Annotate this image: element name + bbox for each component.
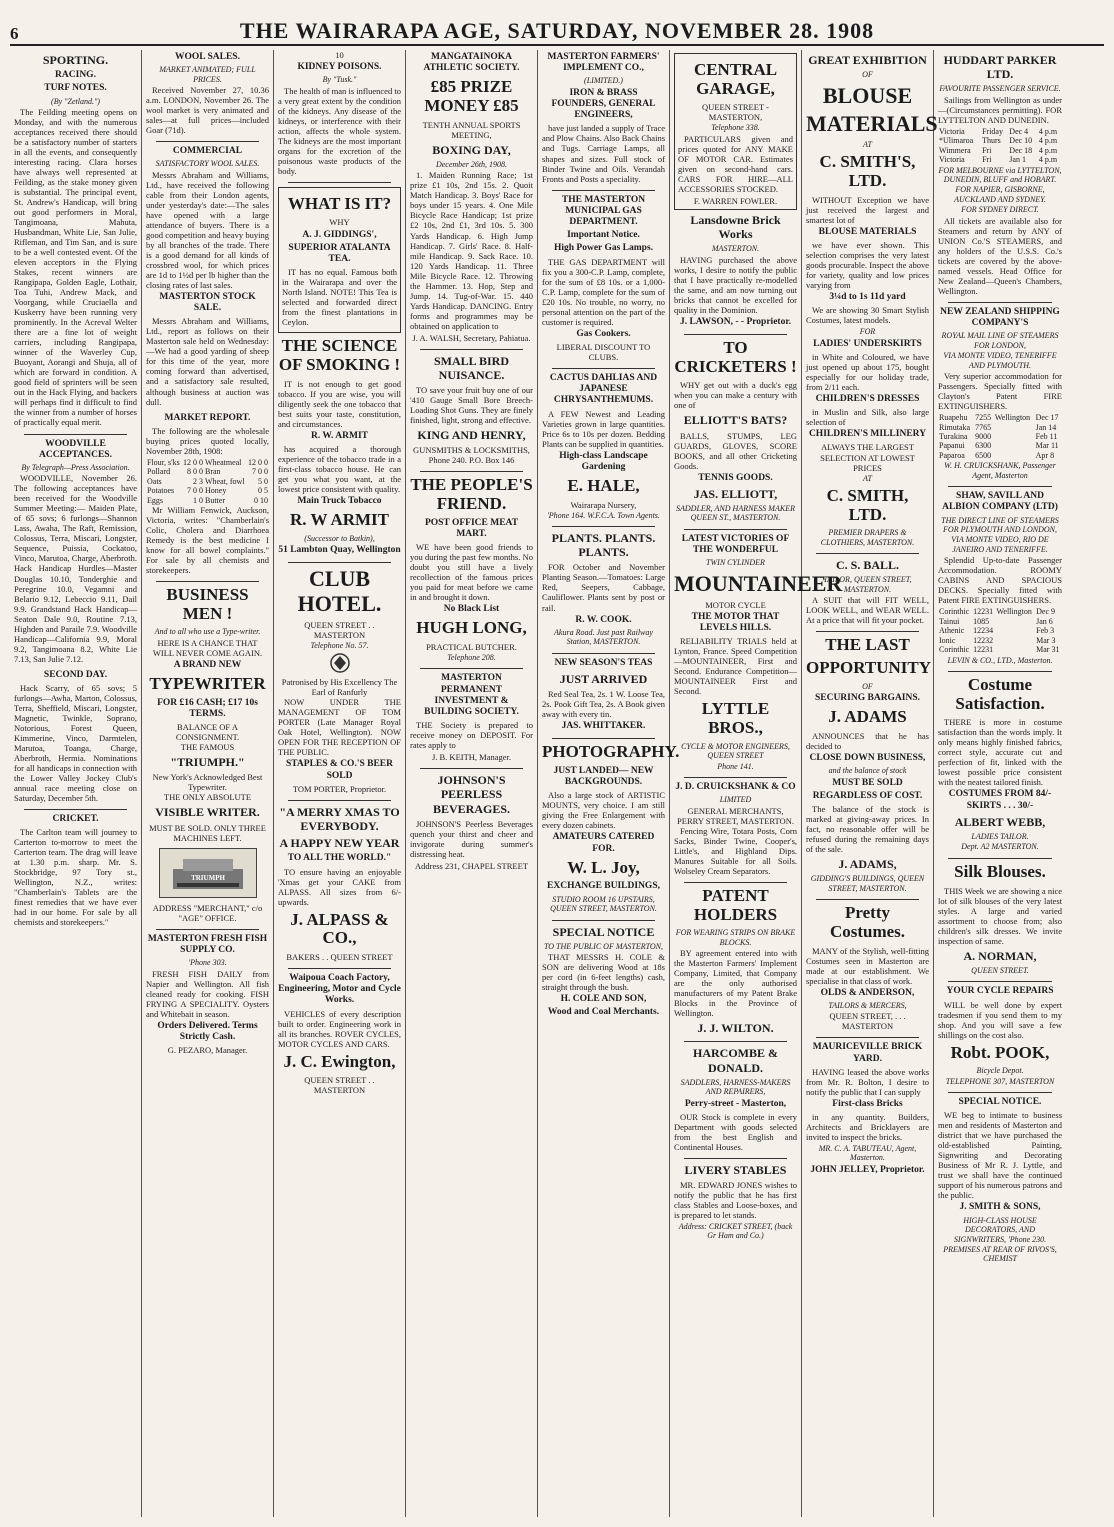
second-day-article	[14, 670, 137, 803]
table-row: Victoria Fri Jan 1 4 p.m	[939, 155, 1058, 165]
ad-heading: CLUB HOTEL.	[297, 566, 382, 616]
building-society-ad: MASTERTON PERMANENT INVESTMENT & BUILDING SOCIETY. THE Society is prepared to receive money on DEPOSIT. For rates apply to J. B. KEITH, Manager.	[410, 673, 533, 763]
article-heading: SPORTING.	[42, 53, 109, 67]
crest-icon	[278, 651, 401, 677]
columns	[10, 50, 1104, 1517]
ad-heading: TYPEWRITER	[149, 674, 266, 694]
table-row: Corinthic 12231 Mar 31	[939, 645, 1060, 655]
page-title: THE WAIRARAPA AGE, SATURDAY, NOVEMBER 28. 1908	[239, 18, 875, 43]
column-5	[538, 50, 680, 1517]
motor-cycle-ad: LATEST VICTORIES OF THE WONDERFUL TWIN CYLINDER MOUNTAINEER MOTOR CYCLE THE MOTOR THAT LEVELS HILLS. RELIABILITY TRIALS held at Lynton, France. Speed Competition—MOUNTAINEER, First and Second. Endurance Competition—MOUNTAINEER First and Second. LYTTLE BROS., CYCLE & MOTOR ENGINEERS, QUEEN STREET Phone 141.	[674, 533, 843, 771]
article-subheading: SATISFACTORY WOOL SALES.	[155, 159, 260, 169]
garage-ad: CENTRAL GARAGE, QUEEN STREET - MASTERTON, Telephone 338. PARTICULARS given and prices quoted for ANY MAKE OF MOTOR CAR. Estimates given on second-hand cars. CARS FOR HIRE—ALL ACCESSORIES STOCKED. F. WARREN FOWLER.	[674, 53, 797, 210]
shaw-savill-ad: SHAW, SAVILL AND ALBION COMPANY (LTD) THE DIRECT LINE OF STEAMERS FOR PLYMOUTH AND LONDON, VIA MONTE VIDEO, RIO DE JANEIRO AND TENERIFFE. Splendid Up-to-date Passenger Accommodation. ROOMY CABINS AND SPACIOUS DECKS. Specially fitted with Patent FIRE EXTINGUISHERS. Corinthic 12231 Wellington Dec 9 Tainui 1085 Jan 6 Athenic 12234 Feb 3 Ionic 12232 Mar 3 Corinthic 12231 Mar 31 LEVIN & CO., LTD., Masterton.	[938, 491, 1062, 665]
sporting-article	[14, 53, 137, 428]
ad-heading: THE SCIENCE OF SMOKING !	[278, 336, 401, 374]
implement-co-ad: MASTERTON FARMERS' IMPLEMENT CO., (LIMITED.) IRON & BRASS FOUNDERS, GENERAL ENGINEERS, have just landed a supply of Trace and Plow Chains. Also Back Chains and Tugs. Carriage Lamps, all shapes and sizes. Full stock of Binder Twine and Oils. Verandah Fronts and Posts a speciality.	[542, 52, 665, 184]
masthead	[10, 18, 1104, 46]
patent-ad: PATENT HOLDERS FOR WEARING STRIPS ON BRAKE BLOCKS. BY agreement entered into with the Masterton Farmers' Implement Company, Limited, that Company are the only authorised manufacturers of my Patent Brake Blocks in the Province of Wellington. J. J. WILTON.	[674, 885, 797, 1036]
table-row: Ruapehu 7255 Wellington Dec 17	[939, 413, 1059, 423]
typewriter-ad: BUSINESS MEN ! And to all who use a Type-writer. HERE IS A CHANCE THAT WILL NEVER COME AGAIN. A BRAND NEW TYPEWRITER FOR £16 CASH; £17 10s TERMS. BALANCE OF A CONSIGNMENT. THE FAMOUS "TRIUMPH." New York's Acknowledged Best Typewriter. THE ONLY ABSOLUTE VISIBLE WRITER. MUST BE SOLD. ONLY THREE MACHINES LEFT. TRIUMPH ADDRESS "MERCHANT," c/o "AGE" OFFICE.	[146, 586, 269, 923]
column-3: 10 KIDNEY POISONS. By "Tusk." The health of man is influenced to a very great extent by the condition of the kidneys. Any disease of the kidneys, or interference with their action, affects the whole system. The kidneys are the most important organs for the excretion of the poisonous waste products of the body. WHAT IS IT? WHY A. J. GIDDINGS', SUPERIOR ATALANTA TEA. IT has no equal. Famous both in the Wairarapa and over the North Island. NOTE! This Tea is selected and forwarded direct from the finest plantations in Ceylon. THE SCIENCE OF SMOKING ! IT is not enough to get good tobacco. If you are wise, you will diligently seek the one tobacco that best suits your taste, constitution, and circumstances. R. W. ARMIT has acquired a thorough experience of the tobacco trade in a first-class tobacco house. He can get you what you want, at the lowest price consistent with quality. Main Truck Tobacco R. W ARMIT (Successor to Batkin), 51 Lambton Quay, Wellington CLUB HOTEL. QUEEN STREET . . MASTERTON Telephone No. 57. Patronised by His Excellency The Earl of Ranfurly NOW UNDER THE MANAGEMENT OF TOM PORTER (Late Manager Royal Oak Hotel, Wellington). NOW OPEN FOR THE RECEPTION OF THE PUBLIC. STAPLES & CO.'S BEER SOLD TOM PORTER, Proprietor. "A MERRY XMAS TO EVERYBODY. A HAPPY NEW YEAR TO ALL THE WORLD." TO ensure having an enjoyable 'Xmas get your CAKE from ALPASS. All sizes from 6/- upwards. J. ALPASS & CO., BAKERS . . QUEEN STREET Waipoua Coach Factory, Engineering, Motor and Cycle Works. VEHICLES of every description built to order. Engineering work in all its branches. ROVER CYCLES, MOTOR CYCLES AND CARS. J. C. Ewington, QUEEN STREET . . MASTERTON	[274, 50, 406, 1517]
decorators-ad: SPECIAL NOTICE. WE beg to intimate to business men and residents of Masterton and district that we have purchased the old-established Painting, Signwriting and Decorating Business of Mr R. J. Lyttle, and trust we shall have the continued support of his numerous patrons and the public. J. SMITH & SONS, HIGH-CLASS HOUSE DECORATORS, AND SIGNWRITERS, 'Phone 230. PREMISES AT REAR OF RIVOS'S, CHEMIST	[938, 1097, 1062, 1264]
svg-text:TRIUMPH: TRIUMPH	[190, 873, 225, 882]
column-1	[10, 50, 142, 1517]
coach-factory-ad: Waipoua Coach Factory, Engineering, Motor and Cycle Works. VEHICLES of every description built to order. Engineering work in all its branches. ROVER CYCLES, MOTOR CYCLES AND CARS. J. C. Ewington, QUEEN STREET . . MASTERTON	[278, 973, 401, 1096]
article-body: WOODVILLE, November 26. The following acceptances have been received for the Woodville Summer Meeting:— Maiden Plate, of 65 sovs; 6 furlongs—Shannon Lass, Awaha, The Raft, Remission, Colossus, Terra, Miscari, Longster, Sequence, Puissia, Cockatoo, Vinco, Marutoa, Charge, Aberbroth. Hack Handicap Hurdles—Master Douglas 10.10, Tonderghie and Peregrine 10.0, Vegamni and Belario 9.12, Lebeccio 9.11, Dail 9.9. Grandstand Hack Handicap—Seaton Dale 9.0, Routine 7.13, Highden and Paraile 7.9. Woodville Handicap—California 9.9, Moral 9.2, Tangimoana 8.2, White Lie 7.13, San Julie 7.12.	[14, 473, 137, 664]
article-body: The Carlton team will journey to Carterton to-morrow to meet the Carterton team. The drag will leave at 1.30 p.m. sharp. Mr. S. Stockbridge, 97 Tory st., Wellington, N.Z., writes: "Chamberlain's Tablets are the finest remedies that we have ever had in our home. For sale by all chemists and storekeepers."	[14, 827, 137, 928]
club-hotel-ad: CLUB HOTEL. QUEEN STREET . . MASTERTON Telephone No. 57. Patronised by His Excellency The Earl of Ranfurly NOW UNDER THE MANAGEMENT OF TOM PORTER (Late Manager Royal Oak Hotel, Wellington). NOW OPEN FOR THE RECEPTION OF THE PUBLIC. STAPLES & CO.'S BEER SOLD TOM PORTER, Proprietor.	[278, 566, 401, 794]
gas-department-ad: THE MASTERTON MUNICIPAL GAS DEPARTMENT. Important Notice. High Power Gas Lamps. THE GAS DEPARTMENT will fix you a 300-C.P. Lamp, complete, for the sum of £8 10s. or a 1,000-C.P. Lamp, complete for the sum of £20 10s. No trouble, no worry, no personal attention on the part of the customer is required. Gas Cookers. LIBERAL DISCOUNT TO CLUBS.	[542, 194, 665, 362]
tea-ad: WHAT IS IT? WHY A. J. GIDDINGS', SUPERIOR ATALANTA TEA. IT has no equal. Famous both in the Wairarapa and over the North Island. NOTE! This Tea is selected and forwarded direct from the finest plantations in Ceylon.	[278, 187, 401, 333]
article-body: The Feilding meeting opens on Monday, and with the numerous acceptances received there should be a satisfactory number of starters in all the events, and consequently interesting racing. Clara horses have always well represented at Feilding, as the stake money given is substantial. The principal event, St. Andrew's Handicap, will bring out good performers in Moral, Tangimoana, Mahuta, Husbandman, White Lie, San Julie, Rifleman, and Tim San, and is sure to be a well contested event. Of the eleven acceptors in the Flying Stakes, recent winners are Rangipapa, Golden Eagle, Lothair, Toa Tuhi, Andrew Mack, and Voorgang, while Cruciaella and Kuskerry have been running very prominently. In the Acreval Welter there are a fine lot of weight carriers, including Rangipapa, winner of the Waverley Cup, Buoyant, Aorangi and Shuja, all of which are forward in condition. A good field of sprinters will be seen out in the Hack Flying, and backers will perhaps find it difficult to find the winner from a number of horses of practically equal merit.	[14, 107, 137, 428]
sailing-table	[938, 413, 1062, 460]
athletic-society-ad: MANGATAINOKA ATHLETIC SOCIETY. £85 PRIZE MONEY £85 TENTH ANNUAL SPORTS MEETING, BOXING DAY, December 26th, 1908. 1. Maiden Running Race; 1st prize £1 10s, 2nd 15s. 2. Quoit Match Handicap. 3. Boys' Race for boys under 15 years. 4. One Mile Bicycle Race Handicap; 1st prize £2 10s, 2nd £1, 3rd 10s. 5. 300 Yards Handicap. 6. High Jump Handicap. 7. Girls' Race. 8. Half-mile Handicap. 9. Sack Race. 10. 120 Yards Handicap. 11. Three Mile Bicycle Race. 12. Throwing the Hammer. 13. Hop, Step and Jump. 14. Tug-of-War. 15. 440 Yards Handicap. DANCING. Entry forms and programmes may be obtained on application to J. A. WALSH, Secretary, Pahiatua.	[410, 52, 533, 343]
xmas-ad: "A MERRY XMAS TO EVERYBODY. A HAPPY NEW YEAR TO ALL THE WORLD." TO ensure having an enjoyable 'Xmas get your CAKE from ALPASS. All sizes from 6/- upwards. J. ALPASS & CO., BAKERS . . QUEEN STREET	[278, 804, 401, 962]
table-row: Potatoes 7 0 0 Honey 0 5	[147, 486, 268, 496]
article-body: Received November 27, 10.36 a.m. LONDON, November 26. The wool market is very animated and sales—at full prices—included Goar (71d).	[146, 85, 269, 136]
article-subheading: MARKET ANIMATED; FULL PRICES.	[159, 65, 256, 84]
table-row: *Ulimaroa Thurs Dec 10 4 p.m	[939, 136, 1058, 146]
table-row: Papanui 6300 Mar 11	[939, 441, 1059, 451]
nursery-ad: CACTUS DAHLIAS AND JAPANESE CHRYSANTHEMUMS. A FEW Newest and Leading Varieties grown in large quantities. Price 6s to 10s per dozen. Bedding Plants can be supplied in quantities. High-class Landscape Gardening E. HALE, Wairarapa Nursery, 'Phone 164. W.F.C.A. Town Agents.	[542, 372, 665, 520]
ladies-tailor-ad: Costume Satisfaction. THERE is more in costume satisfaction than the words imply. It only means highly finished fabrics, correct style, accurate cut and perfection of fit, linked with the lowest possible price consistent with the neatest tailored finish. COSTUMES FROM 84/- SKIRTS . . . 30/- ALBERT WEBB, LADIES TAILOR. Dept. A2 MASTERTON.	[938, 675, 1062, 852]
column-6	[670, 50, 843, 1517]
beverages-ad: JOHNSON'S PEERLESS BEVERAGES. JOHNSON'S Peerless Beverages quench your thirst and cheer and invigorate during summer's distressing heat. Address 231, CHAPEL STREET	[410, 773, 533, 871]
fish-ad: MASTERTON FRESH FISH SUPPLY CO. 'Phone 303. FRESH FISH DAILY from Napier and Wellington. All fish cleaned ready for cooking. FISH FRYING A SPECIALITY. Oysters and Whitebait in season. Orders Delivered. Terms Strictly Cash. G. PEZARO, Manager.	[146, 933, 269, 1056]
table-row: Pollard 8 0 0 Bran 7 0 0	[147, 467, 268, 477]
article-body: The following are the wholesale buying prices quoted locally, November 28th, 1908:	[146, 425, 269, 456]
article-byline: By Telegraph—Press Association.	[21, 462, 130, 472]
cricket-goods-ad: TO CRICKETERS ! WHY get out with a duck's egg when you can make a century with one of ELLIOTT'S BATS? BALLS, STUMPS, LEG GUARDS, GLOVES, SCORE BOOKS, and all other Cricketing Goods. TENNIS GOODS. JAS. ELLIOTT, SADDLER, AND HARNESS MAKER QUEEN ST., MASTERTON.	[674, 338, 797, 523]
column-2	[142, 50, 274, 1517]
tailor-ad: C. S. BALL. TAILOR, QUEEN STREET, MASTERTON. A SUIT that will FIT WELL, LOOK WELL, and WEAR WELL. At a price that will fit your pocket.	[806, 558, 929, 626]
table-row: Rimutaka 7765 Jan 14	[939, 422, 1057, 432]
price-table	[146, 458, 269, 505]
ad-heading: MASTERTON FRESH FISH SUPPLY CO.	[147, 933, 268, 955]
column-4	[406, 50, 538, 1517]
gunsmith-ad: SMALL BIRD NUISANCE. TO save your fruit buy one of our '410 Gauge Small Bore Breech-Loading Shot Guns. They are finely finished, light, strong and effective. KING AND HENRY, GUNSMITHS & LOCKSMITHS, Phone 240. P.O. Box 146	[410, 353, 533, 466]
article-heading: WOODVILLE ACCEPTANCES.	[39, 438, 112, 460]
cricket-article	[14, 814, 137, 927]
table-row: Flour, s'ks 12 0 0 Wheatmeal 12 0 0	[147, 457, 268, 467]
teas-ad: NEW SEASON'S TEAS JUST ARRIVED Red Seal Tea, 2s. 1 W. Loose Tea, 2s. Pook Gift Tea, 2s. A Book given away with every tin. JAS. WHITTAKER.	[542, 657, 665, 731]
article-heading: WOOL SALES.	[175, 52, 240, 62]
table-row: Eggs 1 0 Butter 0 10	[147, 495, 268, 505]
article-subheading: MASTERTON STOCK SALE.	[159, 291, 256, 314]
table-row: Oats 2 3 Wheat, fowl 5 0	[147, 476, 268, 486]
table-row: Turakina 9000 Feb 11	[939, 431, 1058, 441]
table-row: Paparoa 6500 Apr 8	[939, 450, 1055, 460]
market-report	[146, 413, 269, 576]
saddlers-ad: HARCOMBE & DONALD. SADDLERS, HARNESS-MAKERS AND REPAIRERS, Perry-street - Masterton, OUR Stock is complete in every Department with goods selected from the best English and Continental Houses.	[674, 1046, 797, 1152]
table-row: Corinthic 12231 Wellington Dec 9	[939, 607, 1056, 617]
table-row: Tainui 1085 Jan 6	[939, 616, 1053, 626]
plants-ad: PLANTS. PLANTS. PLANTS. FOR October and November Planting Season.—Tomatoes: Large Red, Seepers, Cabbage, Cauliflower. Plants sent by post or rail. R. W. COOK. Akura Road. Just past Railway Station, MASTERTON.	[542, 531, 665, 647]
cycle-repairs-ad: YOUR CYCLE REPAIRS WILL be well done by expert tradesmen if you send them to my shop. And you will save a few shillings on the cost also. Robt. POOK, Bicycle Depot. TELEPHONE 307, MASTERTON	[938, 986, 1062, 1086]
woodville-article	[14, 439, 137, 664]
article-heading: KIDNEY POISONS.	[297, 62, 382, 73]
table-row: Athenic 12234 Feb 3	[939, 626, 1055, 636]
wool-sales-article	[146, 52, 269, 135]
closing-sale-ad: THE LAST OPPORTUNITY OF SECURING BARGAINS. J. ADAMS ANNOUNCES that he has decided to CLOSE DOWN BUSINESS, and the balance of stock MUST BE SOLD REGARDLESS OF COST. The balance of the stock is marked at giving-away prices. In fact, no reasonable offer will be refused during the remaining days of the sale. J. ADAMS, GIDDING'S BUILDINGS, QUEEN STREET, MASTERTON.	[806, 635, 932, 893]
article-heading: MARKET REPORT.	[164, 412, 251, 423]
article-body: Mr William Fenwick, Auckson, Victoria, writes: "Chamberlain's Colic, Cholera and Diarrhoea Remedy is the best medicine I know for all bowel complaints." For sale by all chemists and storekeepers.	[146, 504, 269, 576]
column-8	[934, 50, 1066, 1517]
merchants-ad: J. D. CRUICKSHANK & CO LIMITED GENERAL MERCHANTS, PERRY STREET, MASTERTON. Fencing Wire, Totara Posts, Corn Sacks, Binder Twine, Cooper's, Little's, and Highland Dips. Manures Suitable for all Soils. Wolseley Cream Separators.	[674, 782, 797, 876]
ad-heading: MANGATAINOKA ATHLETIC SOCIETY.	[423, 52, 520, 74]
drapery-ad: GREAT EXHIBITION OF BLOUSE MATERIALS AT C. SMITH'S, LTD. WITHOUT Exception we have just received the largest and smartest lot of BLOUSE MATERIALS we have ever shown. This selection comprises the very latest goods procurable. Inspect the above for variety, quality and low prices varying from 3¼d to 1s 11d yard We are showing 30 Smart Stylish Costumes, latest models. FOR LADIES' UNDERSKIRTS in White and Coloured, we have just opened up about 175, bought especially for our holiday trade, from 2/11 each. CHILDREN'S DRESSES in Muslin and Silk, also large selection of CHILDREN'S MILLINERY ALWAYS THE LARGEST SELECTION AT LOWEST PRICES AT C. SMITH, LTD. PREMIER DRAPERS & CLOTHIERS, MASTERTON.	[806, 53, 938, 547]
silk-blouses-ad: Silk Blouses. THIS Week we are showing a nice lot of silk blouses of the very latest styles. A large and varied assortment to choose from; also children's silk dresses. We invite inspection of same. A. NORMAN, QUEEN STREET.	[938, 861, 1062, 975]
article-heading: CRICKET.	[52, 814, 99, 825]
table-row: Wimmera Fri Dec 18 4 p.m	[939, 145, 1058, 155]
firewood-ad: SPECIAL NOTICE TO THE PUBLIC OF MASTERTON, THAT MESSRS H. COLE & SON are delivering Wood at 18s per cord (in 6-feet lengths) cash, straight through the bush. H. COLE AND SON, Wood and Coal Merchants.	[542, 924, 665, 1018]
article-body: Messrs Abraham and Williams, Ltd., have received the following cable from their London agents, under yesterday's date:—The sales have opened with a large attendance of buyers. There is a good competition and heavy buying by all branches of the trade. There is a good demand for all kinds of crossbred wool, for which prices are 1d to 1½d per lb higher than the closing rates of last sales.	[146, 169, 269, 290]
table-row: Ionic 12232 Mar 3	[939, 635, 1056, 645]
kidney-article: KIDNEY POISONS. By "Tusk." The health of man is influenced to a very great extent by the condition of the kidneys. Any disease of the kidneys, or interference with their action, affects the whole system. The kidneys are the most important organs for the excretion of the poisonous waste products of the body.	[278, 62, 401, 176]
article-body: Messrs Abraham and Williams, Ltd., report as follows on their Masterton sale held on Wednesday:—We had a good yarding of sheep for this time of the year, more coming forward than advertised, and a satisfactory sale resulted, although business at auction was dull.	[146, 316, 269, 407]
article-heading: SECOND DAY.	[43, 669, 108, 680]
photography-ad: PHOTOGRAPHY. JUST LANDED— NEW BACKGROUNDS. Also a large stock of ARTISTIC MOUNTS, very choice. I am still giving the Free Enlargement with every dozen cabinets. AMATEURS CATERED FOR. W. L. Joy, EXCHANGE BUILDINGS, STUDIO ROOM 16 UPSTAIRS, QUEEN STREET, MASTERTON.	[542, 742, 680, 914]
nz-shipping-ad: NEW ZEALAND SHIPPING COMPANY'S ROYAL MAIL LINE OF STEAMERS FOR LONDON, VIA MONTE VIDEO, TENERIFFE AND PLYMOUTH. Very superior accommodation for Passengers. Specially fitted with Clayton's Patent FIRE EXTINGUISHERS. Ruapehu 7255 Wellington Dec 17 Rimutaka 7765 Jan 14 Turakina 9000 Feb 11 Papanui 6300 Mar 11 Paparoa 6500 Apr 8 W. H. CRUICKSHANK, Passenger Agent, Masterton	[938, 306, 1062, 480]
column-7	[802, 50, 938, 1517]
butcher-ad: THE PEOPLE'S FRIEND. POST OFFICE MEAT MART. WE have been good friends to you during the past few months. No doubt you still have a lively recollection of the famous prices you paid for meat before we came in and brought it down. No Black List HUGH LONG, PRACTICAL BUTCHER. Telephone 208.	[410, 475, 533, 663]
table-row: Victoria Friday Dec 4 4 p.m	[939, 126, 1058, 136]
sailing-table	[938, 127, 1062, 165]
costumes-ad: Pretty Costumes. MANY of the Stylish, well-fitting Costumes seen in Masterton are made at our establishment. We specialise in that class of work. OLDS & ANDERSON, TAILORS & MERCERS, QUEEN STREET, . . . MASTERTON	[806, 903, 929, 1032]
sailing-table	[938, 607, 1062, 654]
article-body: Hack Scarry, of 65 sovs; 5 furlongs—Awha, Marton, Colossus, Terra, Sheffield, Miscari, Longster, Magnetic, Twinkle, Soprano, Notorious, Forest Queen, Kimmerine, Vinco, Darmtelen, Marutoa, Toanga, Charge, Aberbroth, Hermia. Nominations for all handicaps in connection with the Lower Valley Jockey Club's annual race meeting close on Saturday, December 5th.	[14, 682, 137, 804]
article-byline: (By "Zetland.")	[51, 96, 100, 106]
article-subheading: TURF NOTES.	[44, 83, 107, 94]
huddart-parker-ad: HUDDART PARKER LTD. FAVOURITE PASSENGER SERVICE. Sailings from Wellington as under—(Circumstances permitting). FOR LYTTELTON AND DUNEDIN. Victoria Friday Dec 4 4 p.m *Ulimaroa Thurs Dec 10 4 p.m Wimmera Fri Dec 18 4 p.m Victoria Fri Jan 1 4 p.m FOR MELBOURNE via LYTTELTON, DUNEDIN, BLUFF and HOBART. FOR NAPIER, GISBORNE, AUCKLAND AND SYDNEY. FOR SYDNEY DIRECT. All tickets are available also for Steamers and return by ANY of UNION Co.'S STEAMERS, and any holders of the U.S.S. Co.'s tickets are covered by the above-named vessels. Head Office for New Zealand—Queen's Chambers, Wellington.	[938, 53, 1062, 296]
commercial-article	[146, 146, 269, 406]
article-subheading: RACING.	[55, 70, 96, 81]
ad-heading: BUSINESS MEN !	[166, 585, 249, 623]
livery-ad: LIVERY STABLES MR. EDWARD JONES wishes to notify the public that he has first class Stables and Loose-boxes, and is prepared to let stands. Address: CRICKET STREET, (back Gr Ham and Co.)	[674, 1162, 797, 1241]
brick-works-ad: Lansdowne Brick Works MASTERTON. HAVING purchased the above works, I desire to notify the public that I have practically re-modelled the same, and am now turning out bricks that cannot be excelled for quality in the Dominion. J. LAWSON, - - Proprietor.	[674, 212, 797, 327]
typewriter-icon	[159, 848, 257, 898]
article-heading: COMMERCIAL	[172, 146, 243, 157]
tobacco-ad: THE SCIENCE OF SMOKING ! IT is not enough to get good tobacco. If you are wise, you will diligently seek the one tobacco that best suits your taste, constitution, and circumstances. R. W. ARMIT has acquired a thorough experience of the tobacco trade in a first-class tobacco house. He can get you what you want, at the lowest price consistent with quality. Main Truck Tobacco R. W ARMIT (Successor to Batkin), 51 Lambton Quay, Wellington	[278, 336, 401, 556]
page-number: 6	[10, 24, 19, 43]
brick-yard-ad: MAURICEVILLE BRICK YARD. HAVING leased the above works from Mr. R. Bolton, I desire to notify the public that I can supply First-class Bricks in any quantity. Builders, Architects and Bricklayers are invited to inspect the bricks. MR. C. A. TABUTEAU, Agent, Masterton. JOHN JELLEY, Proprietor.	[806, 1042, 929, 1175]
ad-heading: WHAT IS IT?	[287, 193, 392, 213]
